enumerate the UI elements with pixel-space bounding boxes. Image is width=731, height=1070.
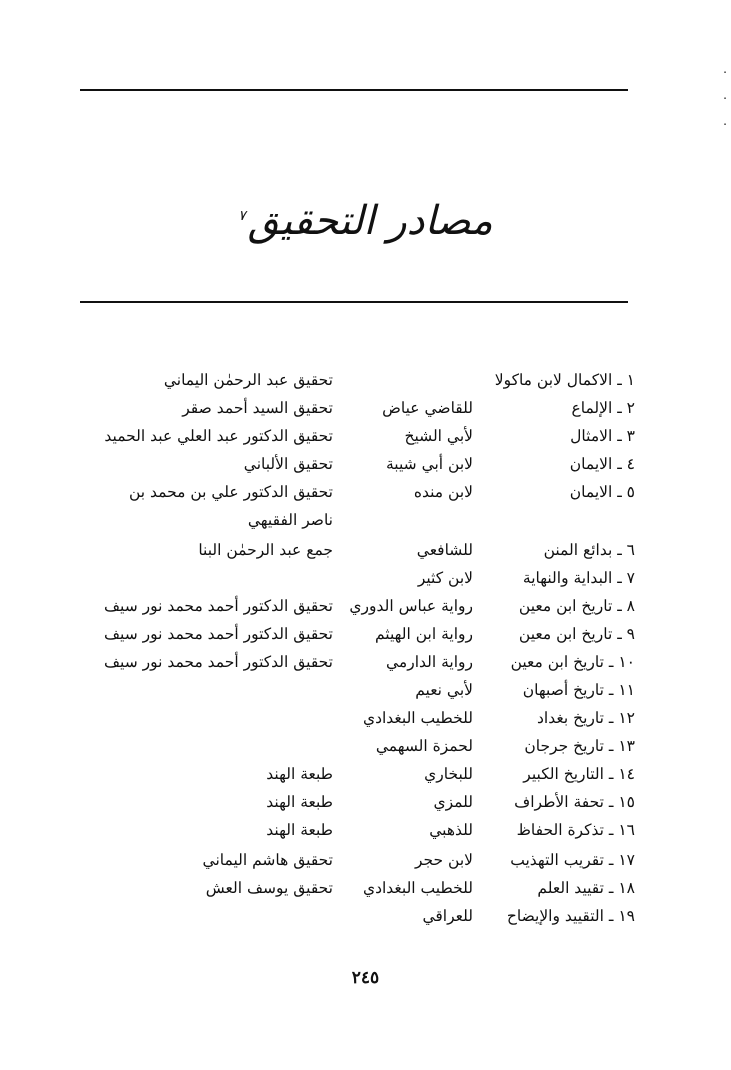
- title-footnote-mark: ٧: [238, 207, 246, 224]
- source-title: ١٢ ـ تاريخ بغداد: [537, 709, 635, 727]
- source-author: لابن منده: [413, 483, 473, 501]
- source-entry: [0, 648, 731, 676]
- source-author: لابن حجر: [414, 851, 473, 869]
- source-entry: [0, 620, 731, 648]
- source-note: ناصر الفقيهي: [247, 511, 333, 529]
- source-title: ٩ ـ تاريخ ابن معين: [518, 625, 635, 643]
- source-entry: [0, 788, 731, 816]
- source-title: ٤ ـ الايمان: [569, 455, 635, 473]
- source-author: رواية عباس الدوري: [349, 597, 473, 615]
- margin-mark: .: [723, 88, 727, 102]
- source-note: تحقيق الدكتور أحمد محمد نور سيف: [103, 597, 333, 615]
- source-entry: [0, 874, 731, 902]
- source-title: ٢ ـ الإلماع: [571, 399, 635, 417]
- source-author: للخطيب البغدادي: [362, 879, 473, 897]
- source-note: تحقيق هاشم اليماني: [202, 851, 333, 869]
- source-entry: [0, 366, 731, 394]
- source-author: لابن كثير: [417, 569, 473, 587]
- source-title: ١٤ ـ التاريخ الكبير: [523, 765, 635, 783]
- source-note: طبعة الهند: [266, 821, 333, 839]
- page-title-text: مصادر التحقيق: [247, 198, 493, 244]
- source-entry: [0, 760, 731, 788]
- source-title: ١٥ ـ تحفة الأطراف: [514, 793, 635, 811]
- source-title: ٧ ـ البداية والنهاية: [522, 569, 635, 587]
- page-number: ٢٤٥: [351, 968, 380, 988]
- margin-mark: .: [723, 62, 727, 76]
- source-title: ١ ـ الاكمال لابن ماكولا: [494, 371, 635, 389]
- source-note: تحقيق الألباني: [243, 455, 333, 473]
- source-author: للعراقي: [422, 907, 473, 925]
- source-note: تحقيق الدكتور علي بن محمد بن: [128, 483, 333, 501]
- source-entry: [0, 846, 731, 874]
- source-author: لابن أبي شيبة: [386, 455, 473, 473]
- page-title: [0, 198, 731, 244]
- source-note: تحقيق السيد أحمد صقر: [182, 399, 333, 417]
- source-entry: [0, 506, 731, 534]
- source-title: ١٨ ـ تقييد العلم: [537, 879, 635, 897]
- source-entry: [0, 816, 731, 844]
- source-entry: [0, 394, 731, 422]
- source-entry: [0, 704, 731, 732]
- source-entry: [0, 676, 731, 704]
- source-author: رواية ابن الهيثم: [374, 625, 473, 643]
- source-title: ١١ ـ تاريخ أصبهان: [522, 681, 635, 699]
- source-author: للشافعي: [416, 541, 473, 559]
- source-note: طبعة الهند: [266, 793, 333, 811]
- source-title: ١٦ ـ تذكرة الحفاظ: [516, 821, 635, 839]
- source-title: ١٠ ـ تاريخ ابن معين: [510, 653, 635, 671]
- source-entry: [0, 592, 731, 620]
- source-entry: [0, 536, 731, 564]
- source-entry: [0, 422, 731, 450]
- source-entry: [0, 732, 731, 760]
- source-entry: [0, 564, 731, 592]
- source-title: ٥ ـ الايمان: [569, 483, 635, 501]
- source-author: للذهبي: [429, 821, 473, 839]
- source-title: ١٩ ـ التقييد والإيضاح: [506, 907, 635, 925]
- source-note: تحقيق الدكتور أحمد محمد نور سيف: [103, 625, 333, 643]
- source-note: جمع عبد الرحمٰن البنا: [198, 541, 333, 559]
- source-note: تحقيق الدكتور عبد العلي عبد الحميد: [104, 427, 333, 445]
- source-author: للخطيب البغدادي: [362, 709, 473, 727]
- source-note: تحقيق الدكتور أحمد محمد نور سيف: [103, 653, 333, 671]
- source-author: لأبي الشيخ: [404, 427, 473, 445]
- source-author: للبخاري: [424, 765, 473, 783]
- source-title: ١٣ ـ تاريخ جرجان: [524, 737, 635, 755]
- margin-mark: .: [723, 114, 727, 128]
- source-title: ١٧ ـ تقريب التهذيب: [510, 851, 635, 869]
- source-author: للمزي: [433, 793, 473, 811]
- source-author: لحمزة السهمي: [375, 737, 473, 755]
- source-author: للقاضي عياض: [382, 399, 473, 417]
- source-author: لأبي نعيم: [415, 681, 473, 699]
- source-title: ٦ ـ بدائع المنن: [543, 541, 635, 559]
- source-title: ٨ ـ تاريخ ابن معين: [518, 597, 635, 615]
- bottom-rule: [80, 301, 628, 303]
- source-title: ٣ ـ الامثال: [570, 427, 635, 445]
- source-note: طبعة الهند: [266, 765, 333, 783]
- source-entry: [0, 478, 731, 506]
- source-author: رواية الدارمي: [385, 653, 473, 671]
- source-entry: [0, 902, 731, 930]
- source-note: تحقيق يوسف العش: [205, 879, 333, 897]
- top-rule: [80, 89, 628, 91]
- source-note: تحقيق عبد الرحمٰن اليماني: [163, 371, 333, 389]
- source-entry: [0, 450, 731, 478]
